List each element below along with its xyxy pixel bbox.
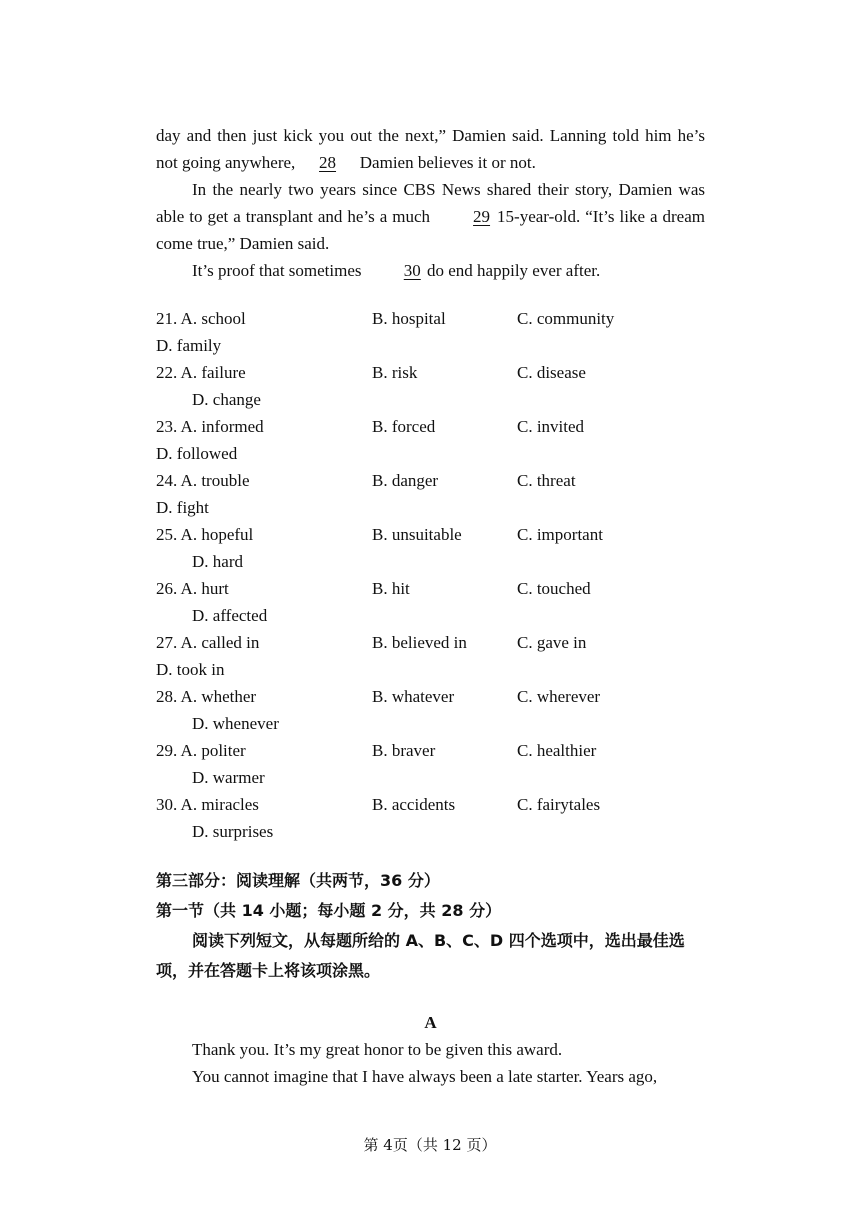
option-a: 28. A. whether [156,687,257,706]
option-b: B. unsuitable [372,525,462,544]
option-c: C. disease [517,363,586,382]
option-d: D. fight [156,498,209,517]
passage-continuation [156,122,705,284]
question-row-continued [156,818,705,845]
question-row [156,305,705,332]
question-row-continued [156,602,705,629]
option-c: C. healthier [517,741,597,760]
question-row [156,575,705,602]
option-b: B. believed in [372,633,467,652]
reading-instruction: 阅读下列短文，从每题所给的 A、B、C、D 四个选项中，选出最佳选项，并在答题卡上将该项涂黑。 [156,931,685,980]
option-c: C. gave in [517,633,587,652]
question-row-continued [156,548,705,575]
blank-29: 29 [473,207,491,226]
option-a: 29. A. politer [156,741,246,760]
question-row [156,737,705,764]
question-row [156,359,705,386]
option-c: C. touched [517,579,591,598]
passage-a-line-2: You cannot imagine that I have always been a late starter. Years ago, [192,1067,658,1086]
option-b: B. risk [372,363,418,382]
question-row-continued [156,386,705,413]
options-list [156,305,705,845]
question-row-continued [156,440,705,467]
page-footer: 第 4页（共 12 页） [363,1136,497,1154]
option-c: C. fairytales [517,795,601,814]
option-c: C. invited [517,417,585,436]
option-d: D. warmer [192,768,265,787]
passage-paragraph-1: day and then just kick you out the next,” Damien said. Lanning told him he’s not going anywhere, 28 Damien believes it or not. [156,122,705,176]
option-a: 27. A. called in [156,633,260,652]
option-b: B. braver [372,741,436,760]
option-a: 23. A. informed [156,417,264,436]
passage-a-title: A [424,1013,437,1032]
passage-a [156,1009,705,1090]
option-a: 22. A. failure [156,363,246,382]
option-c: C. threat [517,471,576,490]
question-row-continued [156,656,705,683]
question-row [156,791,705,818]
option-c: C. community [517,309,615,328]
option-a: 26. A. hurt [156,579,229,598]
option-b: B. whatever [372,687,455,706]
blank-30: 30 [403,261,421,280]
question-row [156,521,705,548]
passage-a-line-1: Thank you. It’s my great honor to be given this award. [192,1040,563,1059]
option-a: 24. A. trouble [156,471,250,490]
option-d: D. change [192,390,261,409]
option-a: 25. A. hopeful [156,525,254,544]
part3-header [156,866,705,986]
part3-title: 第三部分：阅读理解（共两节，36 分） [156,871,440,890]
option-d: D. whenever [192,714,279,733]
question-row [156,467,705,494]
option-d: D. affected [192,606,268,625]
option-b: B. forced [372,417,436,436]
option-a: 30. A. miracles [156,795,259,814]
option-d: D. followed [156,444,238,463]
question-row-continued [156,494,705,521]
option-d: D. took in [156,660,225,679]
question-row-continued [156,764,705,791]
option-b: B. hospital [372,309,446,328]
option-c: C. wherever [517,687,601,706]
passage-paragraph-3: It’s proof that sometimes 30 do end happily ever after. [156,257,705,284]
blank-28: 28 [319,153,337,172]
passage-paragraph-2: In the nearly two years since CBS News shared their story, Damien was able to get a transplant and he’s a much 29 15-year-old. “It’s like a dream come true,” Damien said. [156,180,705,253]
question-row [156,683,705,710]
question-row [156,629,705,656]
option-b: B. hit [372,579,410,598]
option-c: C. important [517,525,603,544]
question-row-continued [156,332,705,359]
option-d: D. surprises [192,822,274,841]
option-b: B. danger [372,471,439,490]
question-row [156,413,705,440]
section1-title: 第一节（共 14 小题；每小题 2 分，共 28 分） [156,901,502,920]
option-d: D. hard [192,552,243,571]
option-b: B. accidents [372,795,456,814]
option-d: D. family [156,336,222,355]
option-a: 21. A. school [156,309,246,328]
question-row-continued [156,710,705,737]
